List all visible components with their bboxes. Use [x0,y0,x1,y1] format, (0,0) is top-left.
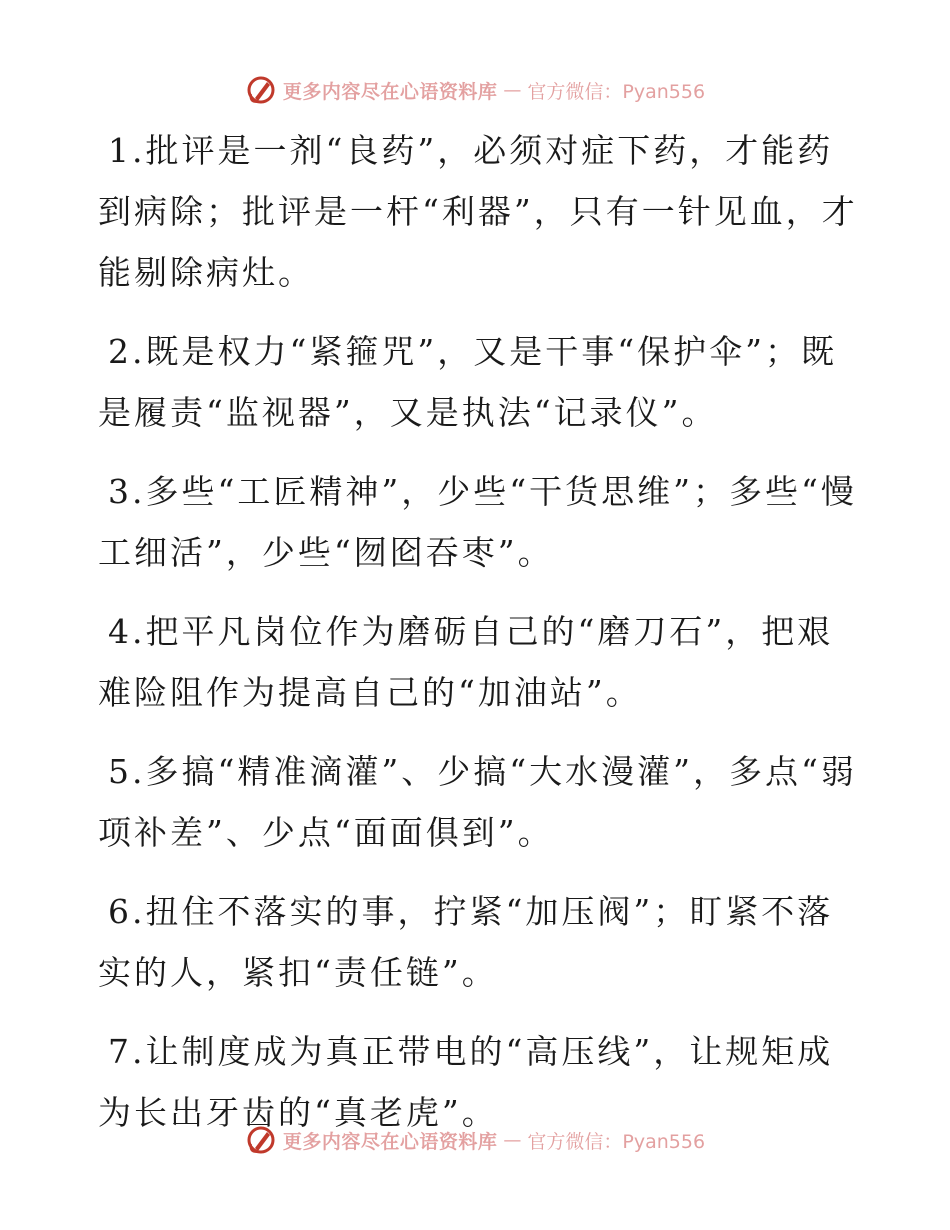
banner-main-text: 更多内容尽在心语资料库 [282,1130,498,1153]
banner-dash: — [503,1129,522,1151]
item-number: 7. [108,1032,146,1071]
list-item [98,601,858,723]
list-item [98,321,858,443]
item-number: 1. [108,131,146,170]
header-banner [0,70,950,110]
item-text: 多搞“精准滴灌”、少搞“大水漫灌”，多点“弱项补差”、少点“面面俱到”。 [98,752,857,852]
list-item [98,120,858,303]
item-text: 让制度成为真正带电的“高压线”，让规矩成为长出牙齿的“真老虎”。 [98,1032,834,1132]
list-item [98,741,858,863]
document-body [98,120,858,1161]
item-text: 既是权力“紧箍咒”，又是干事“保护伞”；既是履责“监视器”，又是执法“记录仪”。 [98,332,837,432]
logo-icon [245,1124,277,1156]
item-number: 2. [108,332,146,371]
item-text: 多些“工匠精神”，少些“干货思维”；多些“慢工细活”，少些“囫囵吞枣”。 [98,472,857,572]
item-text: 批评是一剂“良药”，必须对症下药，才能药到病除；批评是一杆“利器”，只有一针见血，才能剔除病灶。 [98,131,858,292]
item-text: 扭住不落实的事，拧紧“加压阀”；盯紧不落实的人，紧扣“责任链”。 [98,892,834,992]
item-text: 把平凡岗位作为磨砺自己的“磨刀石”，把艰难险阻作为提高自己的“加油站”。 [98,612,834,712]
banner-dash: — [503,79,522,101]
footer-banner [0,1120,950,1160]
item-number: 3. [108,472,146,511]
list-item [98,461,858,583]
banner-wechat-text: 官方微信：Pyan556 [527,1130,706,1153]
item-number: 4. [108,612,146,651]
list-item [98,881,858,1003]
item-number: 5. [108,752,146,791]
logo-icon [245,74,277,106]
item-number: 6. [108,892,146,931]
banner-wechat-text: 官方微信：Pyan556 [527,80,706,103]
banner-main-text: 更多内容尽在心语资料库 [282,80,498,103]
